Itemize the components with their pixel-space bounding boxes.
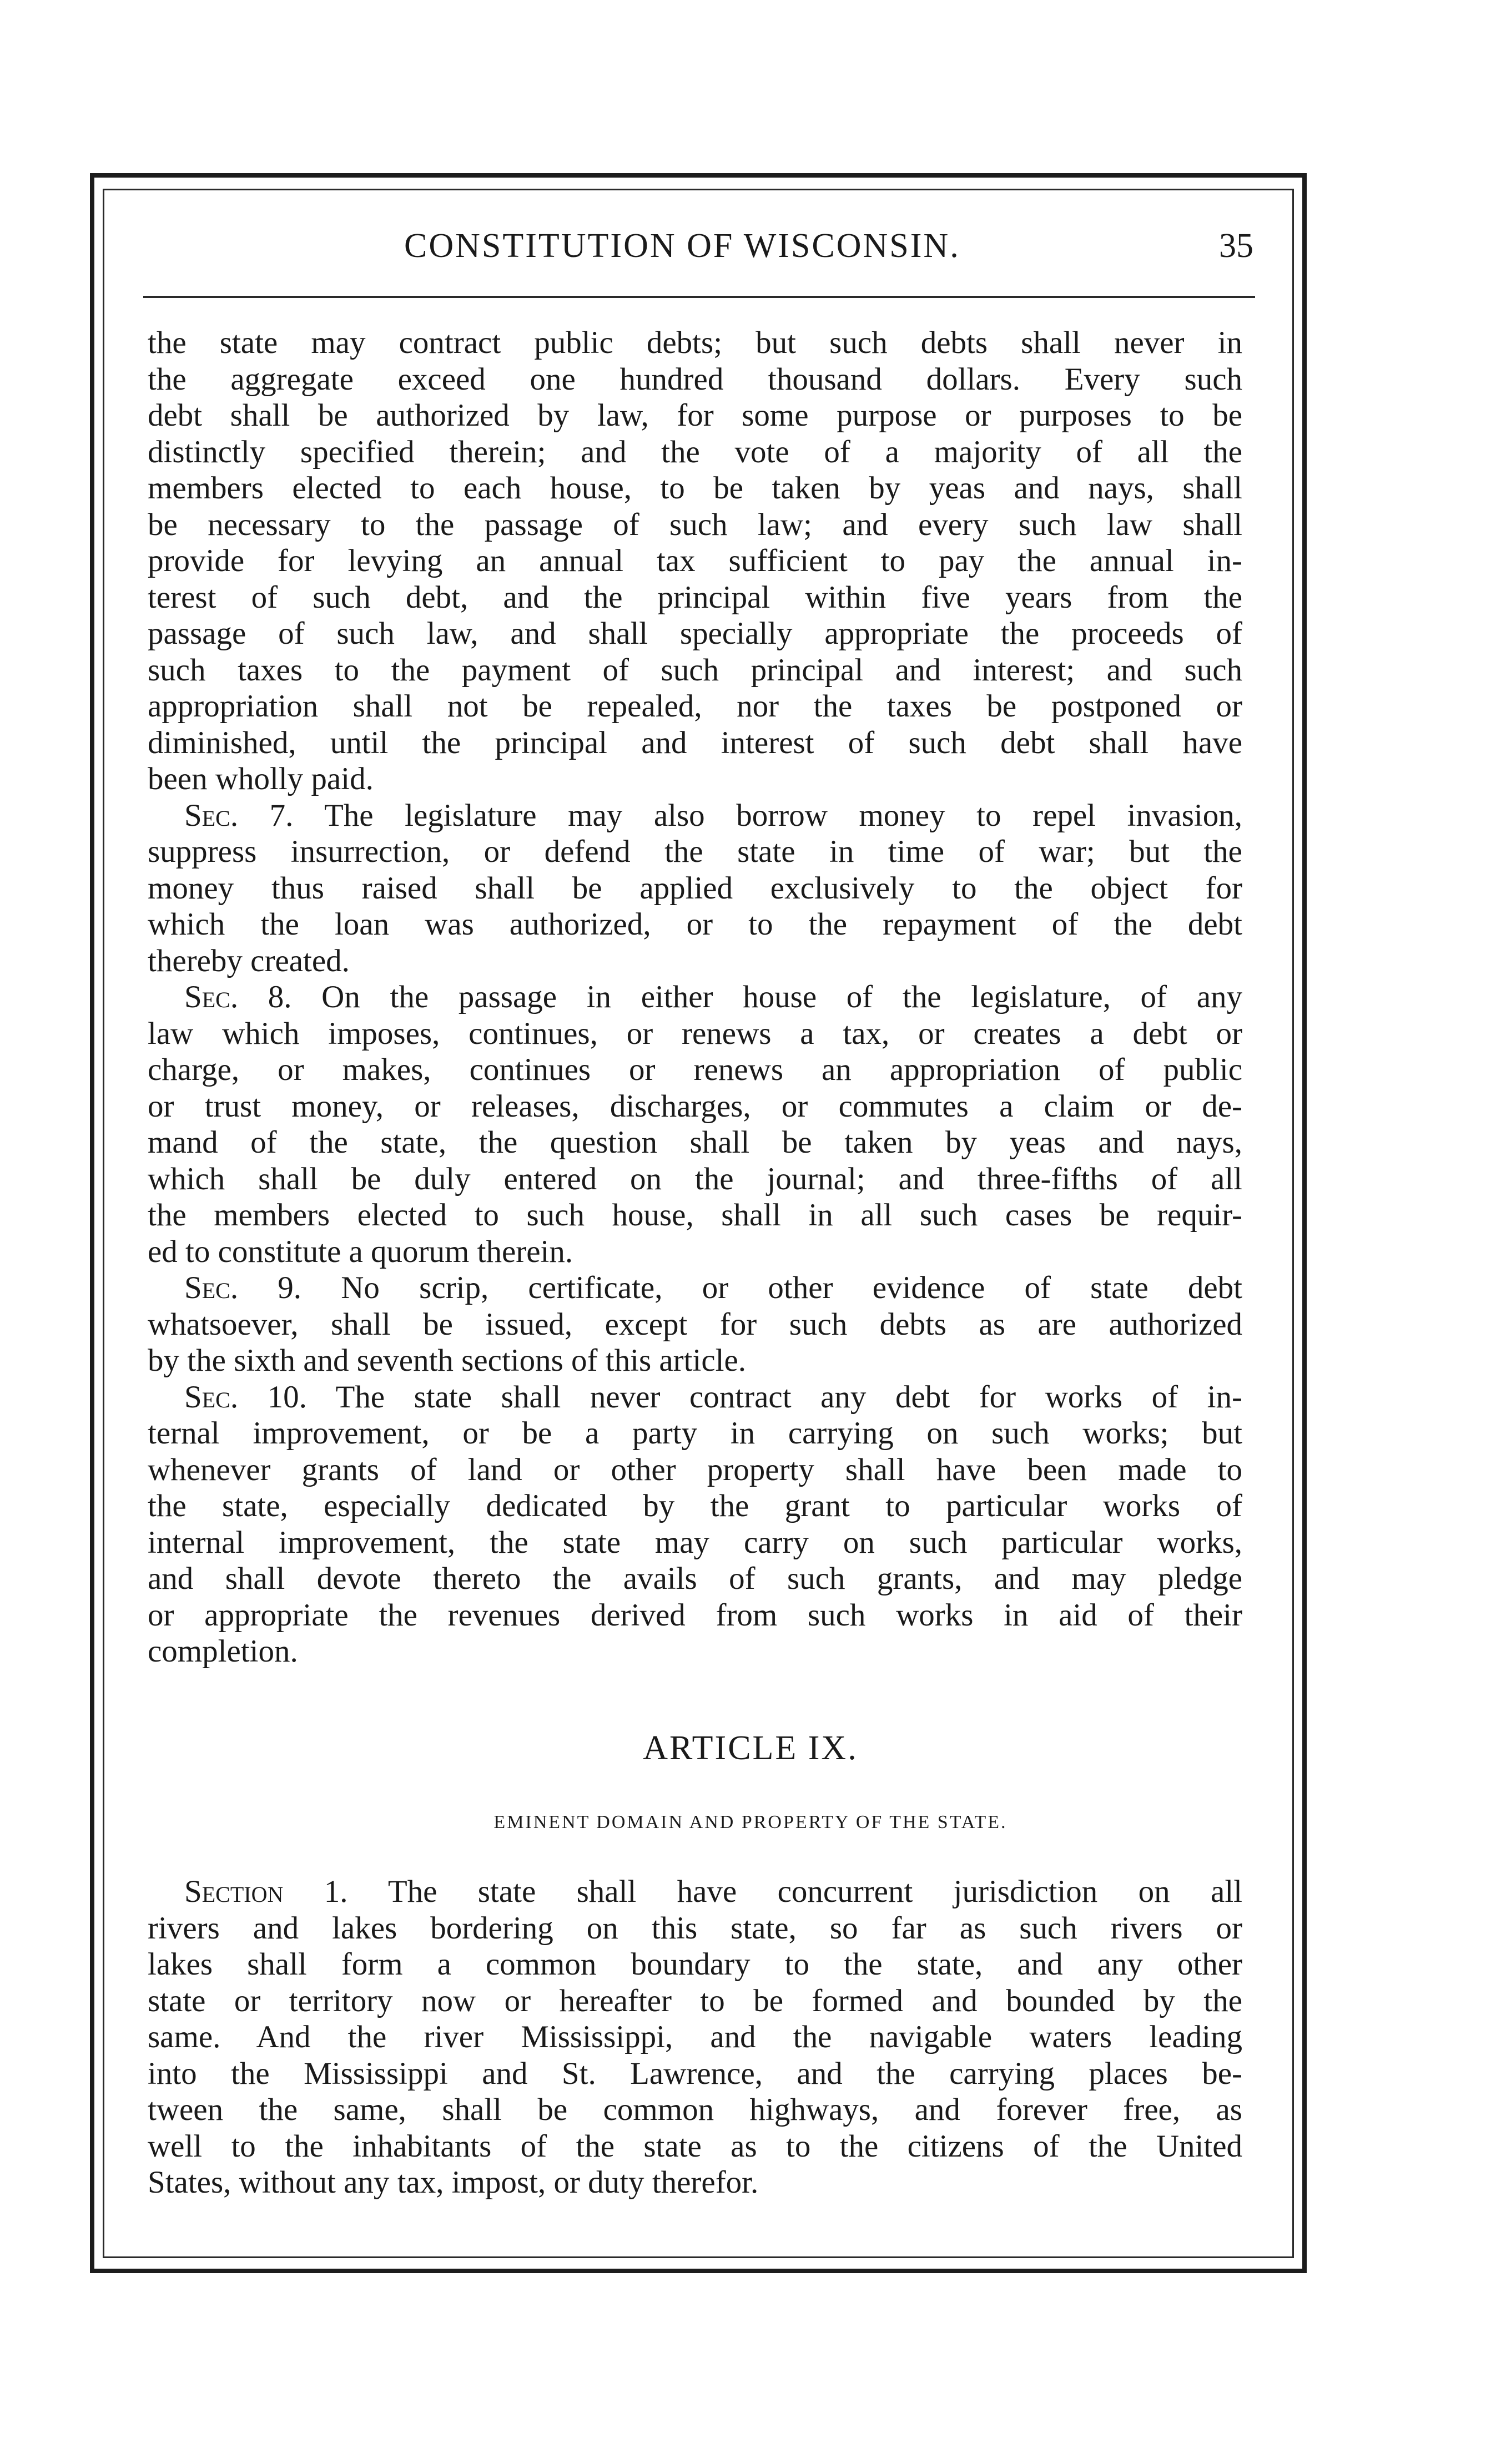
article-heading: ARTICLE IX.: [643, 1729, 858, 1767]
section-10-label: Sec. 10.: [184, 1379, 307, 1415]
text-line: appropriation shall not be repealed, nor the taxes be postponed or: [148, 689, 1242, 724]
text-line: tween the same, shall be common highways, and forever free, as: [148, 2092, 1242, 2127]
text-line: same. And the river Mississippi, and the navigable waters leading: [148, 2019, 1242, 2054]
text-line: suppress insurrection, or defend the state in time of war; but the: [148, 834, 1242, 869]
page-number: 35: [1219, 227, 1253, 265]
text-line: mand of the state, the question shall be taken by yeas and nays,: [148, 1125, 1242, 1160]
text-line: been wholly paid.: [148, 761, 374, 796]
text-line: charge, or makes, continues or renews an appropriation of public: [148, 1052, 1242, 1087]
text-line: into the Mississippi and St. Lawrence, and the carrying places be-: [148, 2056, 1242, 2091]
text-line: which the loan was authorized, or to the repayment of the debt: [148, 907, 1242, 942]
section-8-label: Sec. 8.: [184, 979, 292, 1014]
section-9-label: Sec. 9.: [184, 1270, 302, 1305]
section-1-label: Section 1.: [184, 1874, 348, 1909]
header-rule: [143, 296, 1255, 298]
section-6-continuation: [148, 325, 1242, 1670]
text-line: whenever grants of land or other property shall have been made to: [148, 1452, 1242, 1487]
text-line: or trust money, or releases, discharges, or commutes a claim or de-: [148, 1088, 1242, 1124]
text-line: The legislature may also borrow money to repel invasion,: [324, 797, 1242, 833]
section-10-first-line: [148, 1379, 1242, 1416]
text-line: the aggregate exceed one hundred thousand dollars. Every such: [148, 361, 1242, 397]
text-line: the state, especially dedicated by the grant to particular works of: [148, 1488, 1242, 1523]
text-line: and shall devote thereto the avails of such grants, and may pledge: [148, 1561, 1242, 1596]
text-line: debt shall be authorized by law, for some purpose or purposes to be: [148, 398, 1242, 433]
text-line: completion.: [148, 1634, 298, 1669]
text-line: The state shall never contract any debt for works of in-: [335, 1379, 1242, 1415]
text-line: ternal improvement, or be a party in carrying on such works; but: [148, 1416, 1242, 1451]
section-9-first-line: [148, 1270, 1242, 1306]
text-line: money thus raised shall be applied exclusively to the object for: [148, 870, 1242, 906]
section-7-label: Sec. 7.: [184, 797, 294, 833]
text-line: the members elected to such house, shall in all such cases be requir-: [148, 1198, 1242, 1233]
text-line: rivers and lakes bordering on this state, so far as such rivers or: [148, 1910, 1242, 1946]
text-line: members elected to each house, to be taken by yeas and nays, shall: [148, 471, 1242, 506]
section-1-first-line: [148, 1874, 1242, 1910]
section-8-first-line: [148, 979, 1242, 1016]
text-line: ed to constitute a quorum therein.: [148, 1234, 573, 1269]
section-7-first-line: [148, 797, 1242, 834]
text-line: which shall be duly entered on the journal; and three-fifths of all: [148, 1161, 1242, 1196]
text-line: lakes shall form a common boundary to the state, and any other: [148, 1947, 1242, 1982]
text-line: internal improvement, the state may carry on such particular works,: [148, 1524, 1242, 1560]
text-line: passage of such law, and shall specially appropriate the proceeds of: [148, 616, 1242, 651]
text-line: the state may contract public debts; but such debts shall never in: [148, 325, 1242, 360]
text-line: by the sixth and seventh sections of this article.: [148, 1343, 747, 1378]
text-line: On the passage in either house of the legislature, of any: [321, 979, 1242, 1014]
text-line: diminished, until the principal and interest of such debt shall have: [148, 725, 1242, 760]
text-line: distinctly specified therein; and the vote of a majority of all the: [148, 434, 1242, 469]
text-line: well to the inhabitants of the state as to the citizens of the United: [148, 2128, 1242, 2164]
article-subheading: EMINENT DOMAIN AND PROPERTY OF THE STATE.: [493, 1812, 1008, 1832]
running-title: CONSTITUTION OF WISCONSIN.: [404, 227, 960, 265]
article-9-section-1: [148, 1874, 1242, 2201]
text-line: No scrip, certificate, or other evidence of state debt: [341, 1270, 1242, 1305]
text-line: provide for levying an annual tax sufficient to pay the annual in-: [148, 543, 1242, 578]
running-header: [143, 226, 1253, 271]
text-line: law which imposes, continues, or renews a tax, or creates a debt or: [148, 1016, 1242, 1051]
text-line: terest of such debt, and the principal within five years from the: [148, 579, 1242, 615]
text-line: or appropriate the revenues derived from such works in aid of their: [148, 1597, 1242, 1633]
text-line: such taxes to the payment of such principal and interest; and such: [148, 652, 1242, 688]
text-line: whatsoever, shall be issued, except for such debts as are authorized: [148, 1306, 1242, 1342]
text-line: States, without any tax, impost, or duty therefor.: [148, 2165, 759, 2200]
text-line: state or territory now or hereafter to be formed and bounded by the: [148, 1983, 1242, 2018]
text-line: be necessary to the passage of such law; and every such law shall: [148, 507, 1242, 542]
text-line: thereby created.: [148, 943, 350, 978]
text-line: The state shall have concurrent jurisdiction on all: [387, 1874, 1243, 1909]
